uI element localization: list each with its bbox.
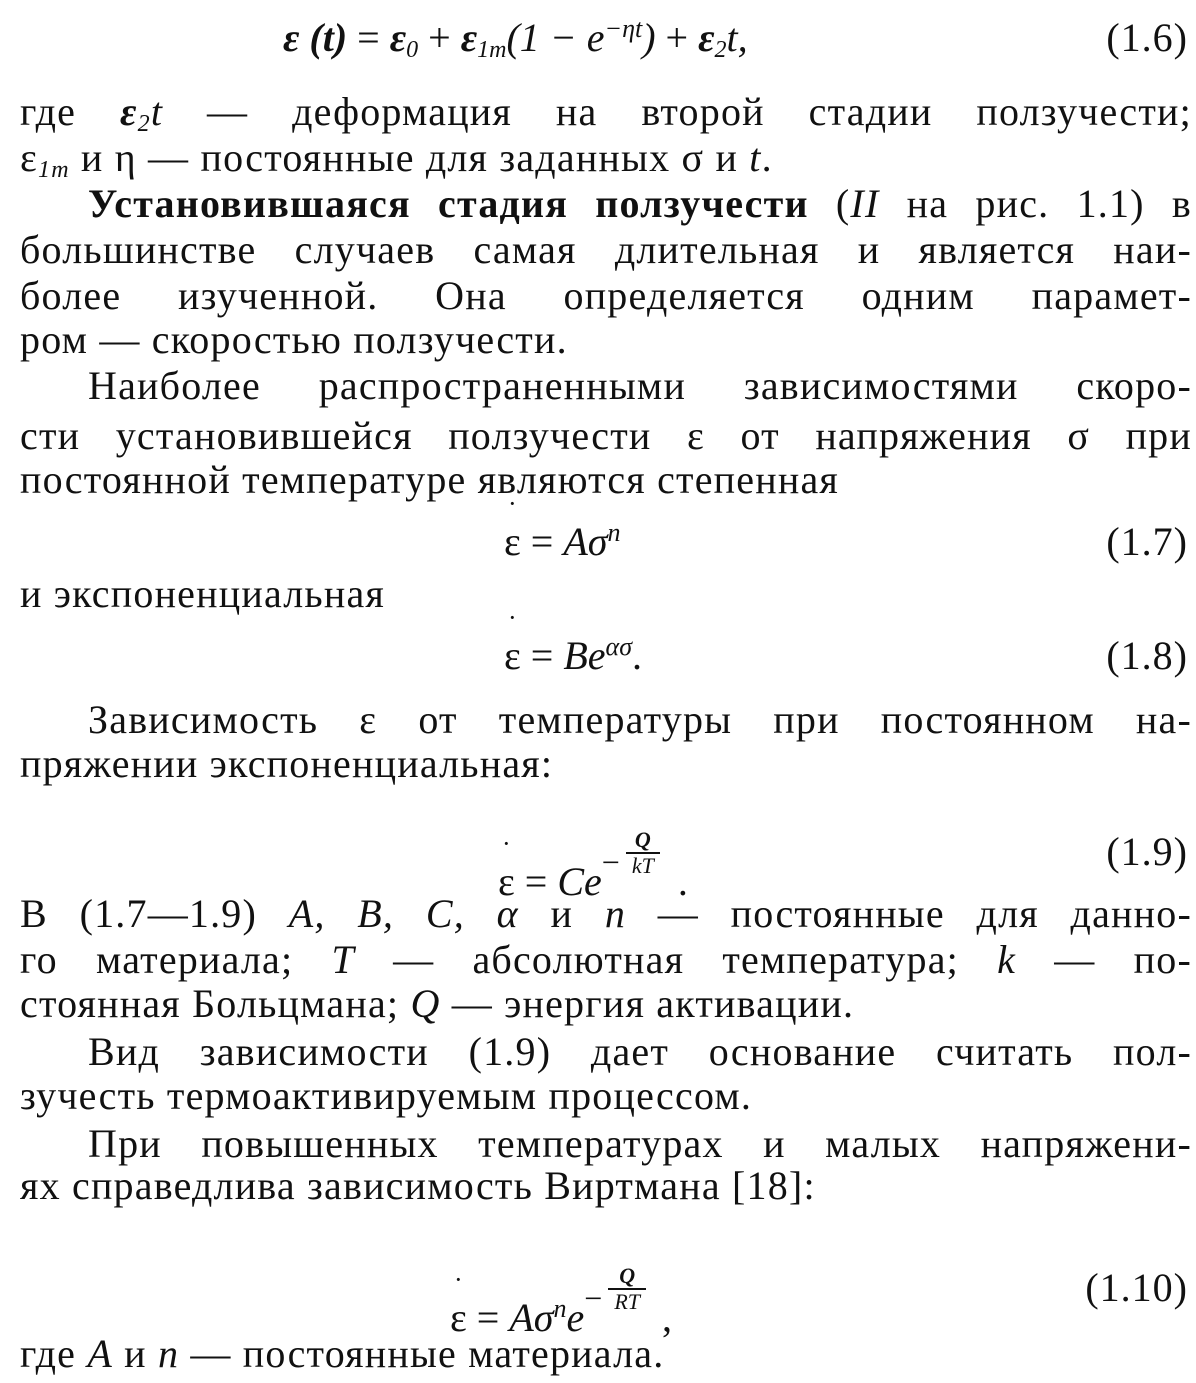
bold-term: Установившаяся стадия ползучести (88, 181, 809, 226)
paragraph-line: Наиболее распространенными зависимостями скоро- (88, 363, 1192, 408)
paragraph-line: го материала; T — абсолютная температура; k — по- (20, 937, 1192, 982)
paragraph-line: зучесть термоактивируемым процессом. (20, 1073, 753, 1118)
paragraph-line: Вид зависимости (1.9) дает основание считать пол- (88, 1029, 1192, 1074)
equation-number: (1.10) (1085, 1265, 1188, 1310)
paragraph-line: В (1.7—1.9) A, B, C, α и n — постоянные для данно- (20, 891, 1192, 936)
fraction: $\frac{Q}{kT}$ (626, 828, 660, 878)
equation-1-9 (0, 827, 1196, 904)
text-line: где $\varepsilon_2t$ — деформация на второй стадии ползучести; (20, 89, 1192, 137)
equation-number: (1.9) (1106, 829, 1188, 874)
formula-1-10: · $\varepsilon = A\sigma^ne^-$ $\frac{Q}{RT}$ , (450, 1264, 672, 1341)
text-line: где A и n — постоянные материала. (20, 1331, 665, 1376)
paragraph-line: более изученной. Она определяется одним парамет- (20, 273, 1192, 318)
paragraph-line: Установившаяся стадия ползучести (II на рис. 1.1) в (88, 181, 1192, 226)
equation-number: (1.6) (1106, 15, 1188, 60)
paragraph-line: стоянная Больцмана; Q — энергия активации. (20, 981, 855, 1026)
paragraph-line: ром — скоростью ползучести. (20, 317, 568, 362)
paragraph-line: сти установившейся ползучести ε от напряжения σ при (20, 413, 1192, 458)
paragraph-line: постоянной температуре являются степенная (20, 457, 840, 502)
formula-1-6: ε $(t) = \varepsilon_0 + \varepsilon_{1m}(1 - e^{-\eta t}) + \varepsilon_2t$, (283, 14, 748, 63)
formula-1-8: · $\varepsilon = Be^{\alpha\sigma}$. (504, 632, 642, 679)
equation-1-8 (0, 632, 1196, 702)
fraction: $\frac{Q}{RT}$ (608, 1264, 646, 1314)
equation-1-10 (0, 1263, 1196, 1340)
formula-1-7: · $\varepsilon = A\sigma^n$ (504, 518, 621, 565)
formula-1-9: · ε = Ce− $\frac{Q}{kT}$ . (498, 828, 688, 905)
text-line: и экспоненциальная (20, 571, 386, 616)
paragraph-line: пряжении экспоненциальная: (20, 741, 554, 786)
equation-1-6 (0, 14, 1196, 84)
equation-number: (1.7) (1106, 519, 1188, 564)
equation-number: (1.8) (1106, 633, 1188, 678)
paragraph-line: ях справедлива зависимость Виртмана [18]: (20, 1163, 816, 1208)
paragraph-line: большинстве случаев самая длительная и является наи- (20, 227, 1192, 272)
paragraph-line: Зависимость ε от температуры при постоянном на- (88, 697, 1192, 742)
paragraph-line: При повышенных температурах и малых напряжени- (88, 1121, 1192, 1166)
text-line: $\varepsilon_{1m}$ и η — постоянные для заданных σ и t. (20, 135, 773, 183)
